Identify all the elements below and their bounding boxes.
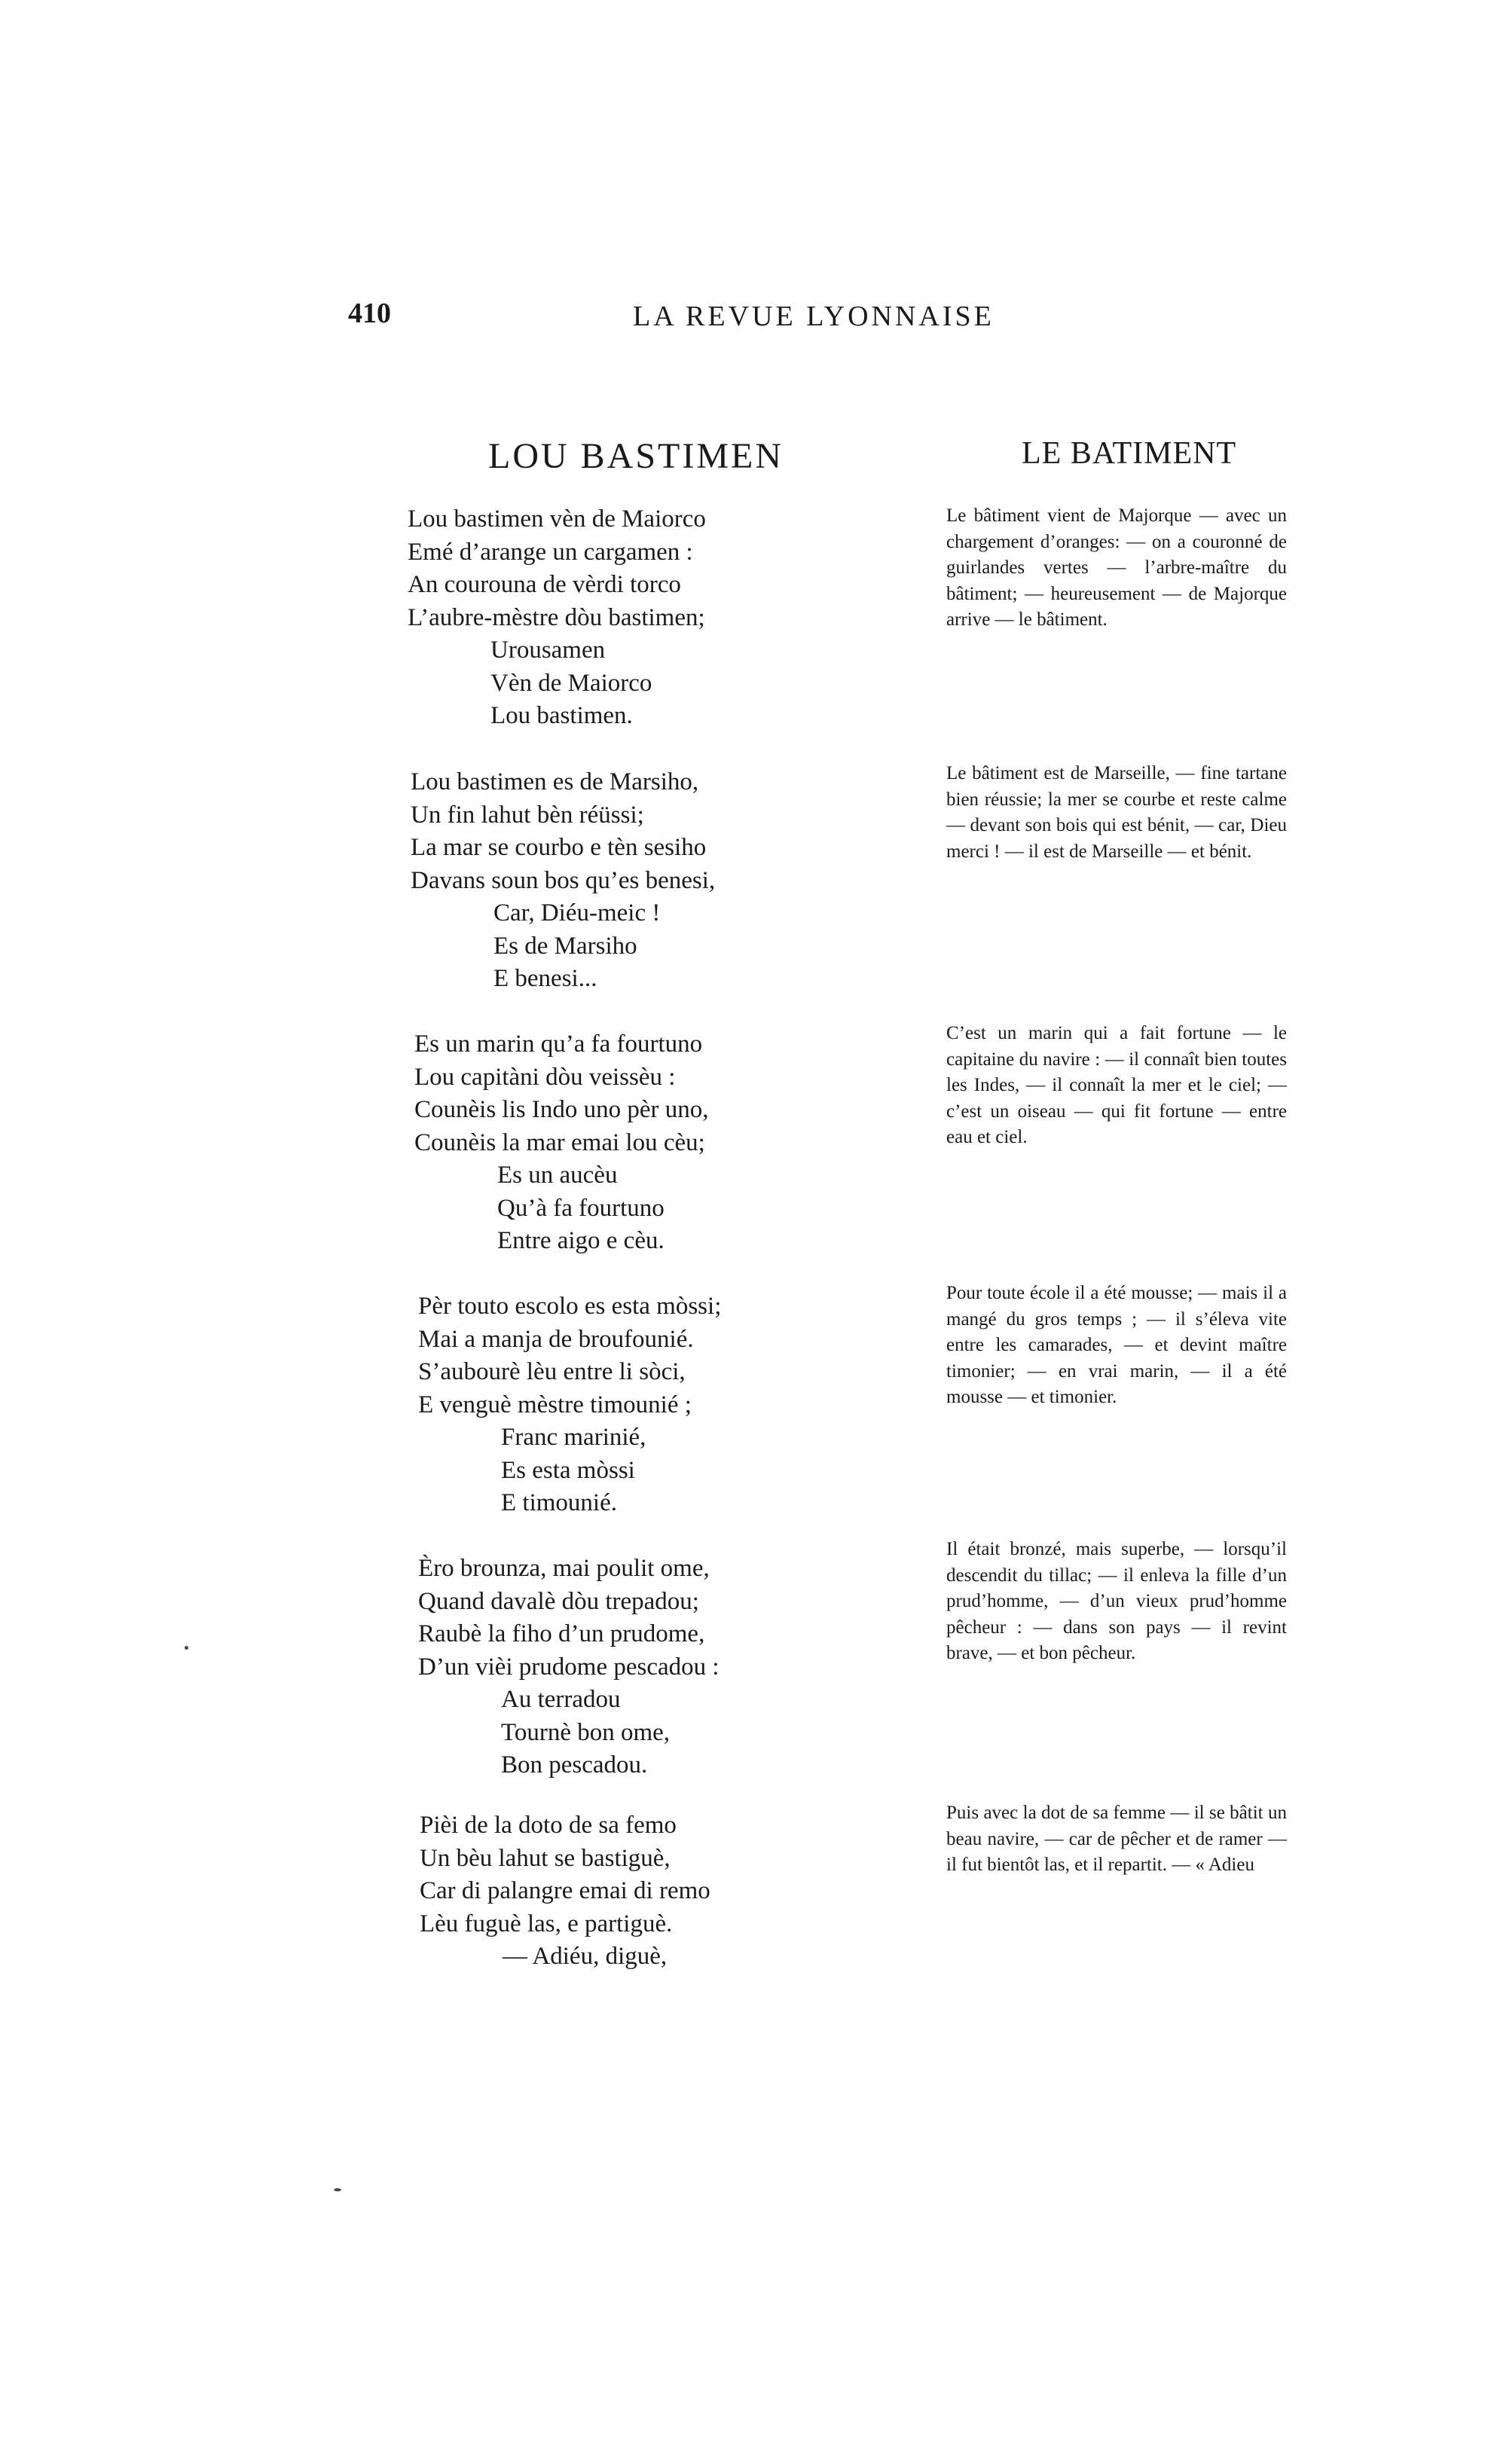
verse-line: Entre aigo e cèu. — [497, 1227, 665, 1254]
verse-line: Franc marinié, — [501, 1424, 646, 1451]
translation-paragraph: Le bâtiment est de Marseille, — fine tartane bien réussie; la mer se courbe et reste calme — devant son bois qui est bénit, — car, Dieu merci ! — il est de Marseille — et bénit. — [946, 763, 1287, 862]
verse-line: Un fin lahut bèn réüssi; — [411, 801, 644, 829]
verse-line: Vèn de Maiorco — [490, 669, 652, 697]
translation-title: LE BATIMENT — [1022, 436, 1237, 471]
translation-paragraph: C’est un marin qui a fait fortune — le capitaine du navire : — il connaît bien toutes les Indes, — il connaît la mer et le ciel; — c’est un oiseau — qui fit fortune — entre eau et ciel. — [946, 1023, 1287, 1147]
verse-line: Mai a manja de broufounié. — [418, 1325, 694, 1353]
verse-line: Davans soun bos qu’es benesi, — [411, 866, 716, 894]
verse-line: Car, Diéu-meic ! — [493, 899, 661, 927]
verse-line: An courouna de vèrdi torco — [408, 571, 681, 598]
verse-line: Lou bastimen es de Marsiho, — [411, 768, 699, 795]
running-title: LA REVUE LYONNAISE — [633, 301, 995, 332]
verse-line: Emé d’arange un cargamen : — [408, 538, 693, 566]
translation-paragraph: Il était bronzé, mais superbe, — lorsqu’il descendit du tillac; — il enleva la fille d’un prud’homme, — d’un vieux prud’homme pêcheur : — dans son pays — il revint brave, — et bon pêcheur. — [946, 1539, 1287, 1663]
verse-line: Pèr touto escolo es esta mòssi; — [418, 1293, 722, 1320]
verse-line: Es un aucèu — [497, 1162, 618, 1189]
translation-paragraph: Puis avec la dot de sa femme — il se bâtit un beau navire, — car de pêcher et de ramer — il fut bientôt las, et il repartit. — « Adieu — [946, 1803, 1287, 1875]
stanza — [420, 1809, 842, 1974]
verse-line: Lou capitàni dòu veissèu : — [414, 1063, 676, 1091]
verse-line: — Adiéu, diguè, — [503, 1943, 668, 1970]
verse-line: Bon pescadou. — [501, 1751, 648, 1779]
verse-line: Es de Marsiho — [493, 932, 637, 960]
verse-line: E timounié. — [501, 1489, 617, 1516]
translation-paragraph: Pour toute école il a été mousse; — mais il a mangé du gros temps ; — il s’éleva vite entre les camarades, — et devint maître timonier; — en vrai marin, — il a été mousse — et timonier. — [946, 1283, 1287, 1407]
verse-line: Pièi de la doto de sa femo — [420, 1812, 677, 1839]
page-number: 410 — [348, 298, 391, 329]
verse-line: E venguè mèstre timounié ; — [418, 1391, 692, 1418]
verse-line: Lou bastimen vèn de Maiorco — [408, 505, 706, 533]
translation-paragraph: Le bâtiment vient de Majorque — avec un chargement d’oranges: — on a couronné de guirlandes vertes — l’arbre-maître du bâtiment; — heureusement — de Majorque arrive — le bâtiment. — [946, 505, 1287, 630]
verse-line: Es un marin qu’a fa fourtuno — [414, 1030, 703, 1058]
verse-line: Au terradou — [501, 1686, 621, 1713]
verse-line: Counèis lis Indo uno pèr uno, — [414, 1096, 709, 1123]
stanza — [414, 1028, 836, 1258]
verse-line: Urousamen — [490, 637, 606, 664]
stanza — [418, 1553, 840, 1782]
verse-line: S’aubourè lèu entre li sòci, — [418, 1358, 686, 1385]
verse-line: Lèu fuguè las, e partiguè. — [420, 1910, 673, 1937]
verse-line: Un bèu lahut se bastiguè, — [420, 1844, 671, 1872]
scan-speck — [334, 2188, 341, 2191]
verse-line: Tournè bon ome, — [501, 1718, 671, 1746]
verse-line: E benesi... — [493, 965, 597, 992]
verse-line: Èro brounza, mai poulit ome, — [418, 1555, 710, 1582]
verse-line: L’aubre-mèstre dòu bastimen; — [408, 603, 705, 631]
verse-line: Counèis la mar emai lou cèu; — [414, 1128, 705, 1156]
verse-line: La mar se courbo e tèn sesiho — [411, 834, 707, 861]
verse-line: Raubè la fiho d’un prudome, — [418, 1620, 705, 1647]
poem-title: LOU BASTIMEN — [488, 436, 784, 476]
verse-line: Qu’à fa fourtuno — [497, 1194, 665, 1222]
verse-line: Car di palangre emai di remo — [420, 1877, 710, 1904]
stanza — [411, 766, 833, 996]
stanza — [418, 1290, 840, 1520]
verse-line: D’un vièi prudome pescadou : — [418, 1653, 720, 1681]
verse-line: Es esta mòssi — [501, 1456, 635, 1484]
verse-line: Quand davalè dòu trepadou; — [418, 1587, 699, 1615]
verse-line: Lou bastimen. — [490, 702, 633, 729]
stanza — [408, 503, 830, 733]
scan-speck — [185, 1646, 188, 1650]
